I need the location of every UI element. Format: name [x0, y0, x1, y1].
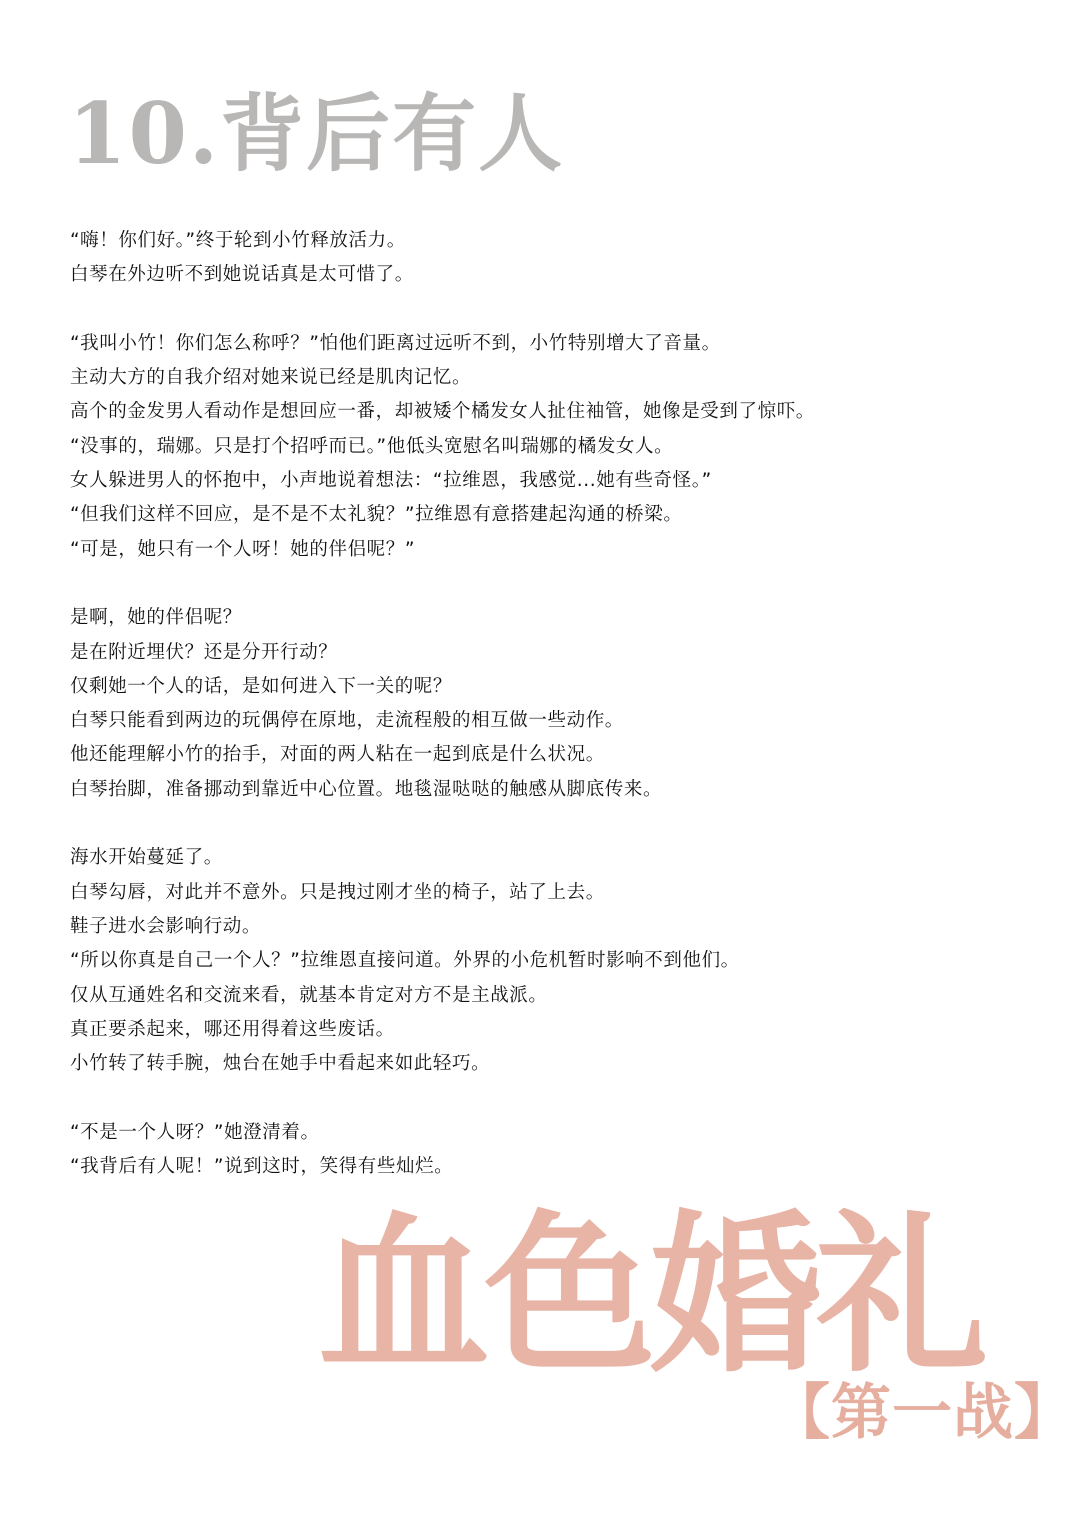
text-line: 仅剩她一个人的话，是如何进入下一关的呢？: [70, 675, 453, 697]
chapter-title: 10.背后有人: [68, 84, 565, 183]
paragraph: [70, 224, 1030, 293]
paragraph: [70, 601, 1030, 807]
paragraph-gap: [70, 293, 1030, 327]
text-line: 是在附近埋伏？还是分开行动？: [70, 641, 338, 663]
text-line: “没事的，瑞娜。只是打个招呼而已。”他低头宽慰名叫瑞娜的橘发女人。: [70, 435, 674, 457]
text-line: “可是，她只有一个人呀！她的伴侣呢？”: [70, 538, 416, 560]
text-line: 高个的金发男人看动作是想回应一番，却被矮个橘发女人扯住袖管，她像是受到了惊吓。: [70, 401, 815, 423]
text-line: 是啊，她的伴侣呢？: [70, 607, 242, 629]
series-logo: [318, 1193, 1075, 1470]
text-line: 白琴抬脚，准备挪动到靠近中心位置。地毯湿哒哒的触感从脚底传来。: [70, 778, 663, 800]
paragraph: [70, 327, 1030, 567]
series-title: 血色婚礼: [318, 1193, 982, 1396]
paragraph: [70, 1116, 1030, 1185]
paragraph: [70, 841, 1030, 1081]
text-line: “我叫小竹！你们怎么称呼？”怕他们距离过远听不到，小竹特别增大了音量。: [70, 332, 721, 354]
text-line: 小竹转了转手腕，烛台在她手中看起来如此轻巧。: [70, 1053, 491, 1075]
series-subtitle: 【第一战】: [770, 1378, 1075, 1448]
paragraph-gap: [70, 567, 1030, 601]
text-line: 女人躲进男人的怀抱中，小声地说着想法：“拉维恩，我感觉...她有些奇怪。”: [70, 470, 712, 492]
story-text: [70, 224, 1030, 1184]
text-line: “不是一个人呀？”她澄清着。: [70, 1121, 320, 1143]
text-line: 鞋子进水会影响行动。: [70, 915, 262, 937]
text-line: “嗨！你们好。”终于轮到小竹释放活力。: [70, 230, 406, 251]
text-line: “所以你真是自己一个人？”拉维恩直接问道。外界的小危机暂时影响不到他们。: [70, 950, 740, 972]
text-line: 真正要杀起来，哪还用得着这些废话。: [70, 1018, 395, 1040]
text-line: 仅从互通姓名和交流来看，就基本肯定对方不是主战派。: [70, 984, 548, 1006]
text-line: 白琴只能看到两边的玩偶停在原地，走流程般的相互做一些动作。: [70, 710, 624, 732]
text-line: 白琴在外边听不到她说话真是太可惜了。: [70, 264, 414, 286]
text-line: 他还能理解小竹的抬手，对面的两人粘在一起到底是什么状况。: [70, 744, 605, 766]
text-line: “但我们这样不回应，是不是不太礼貌？”拉维恩有意搭建起沟通的桥梁。: [70, 504, 683, 526]
paragraph-gap: [70, 807, 1030, 841]
text-line: 主动大方的自我介绍对她来说已经是肌肉记忆。: [70, 367, 472, 389]
text-line: “我背后有人呢！”说到这时，笑得有些灿烂。: [70, 1156, 454, 1178]
text-line: 海水开始蔓延了。: [70, 847, 223, 869]
paragraph-gap: [70, 1081, 1030, 1115]
text-line: 白琴勾唇，对此并不意外。只是拽过刚才坐的椅子，站了上去。: [70, 881, 605, 903]
